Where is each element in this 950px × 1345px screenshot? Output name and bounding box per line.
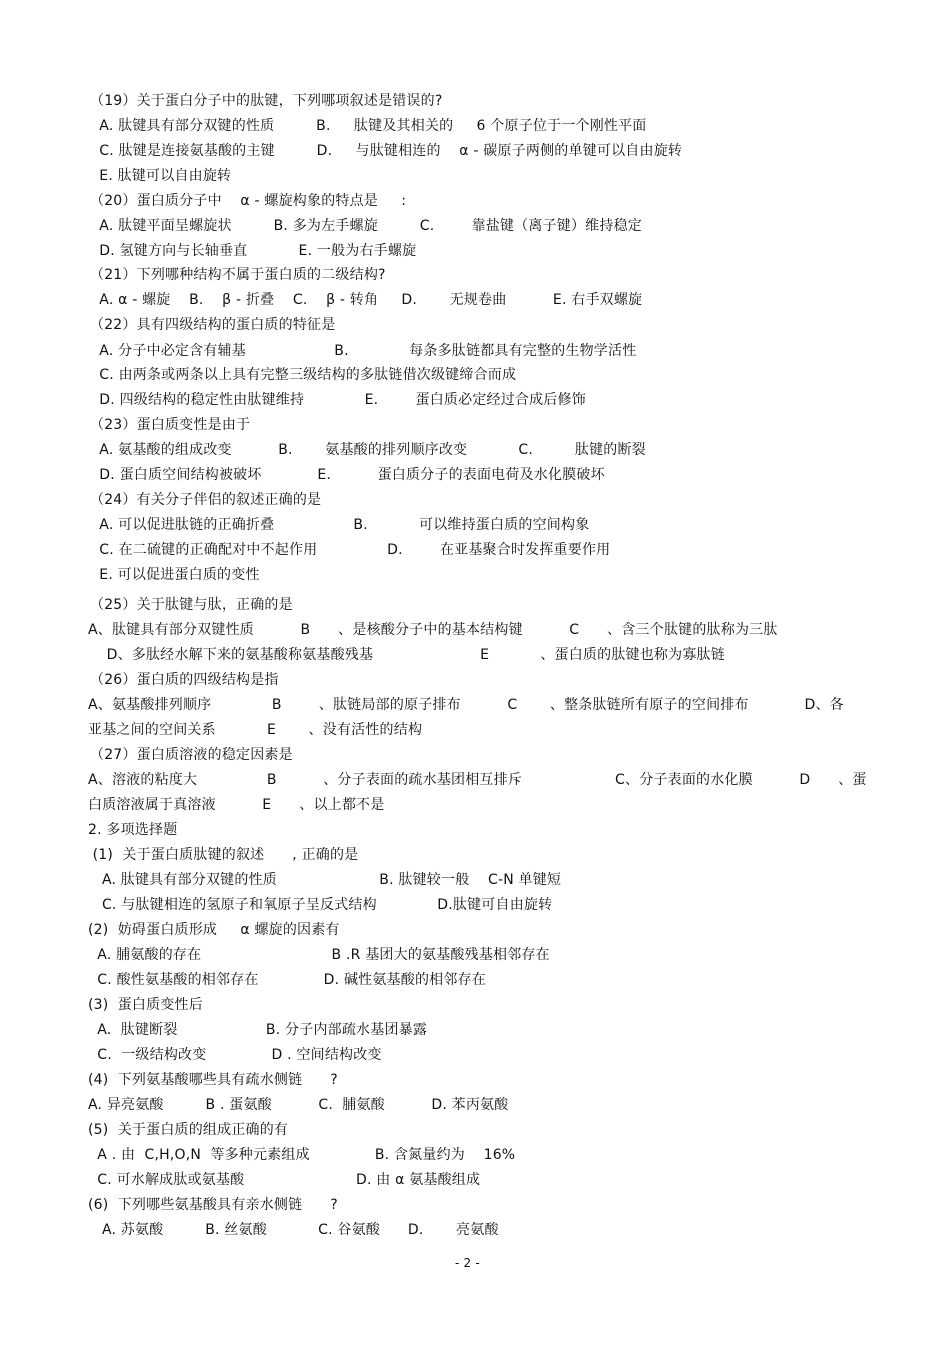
option-line: A. 肽键具有部分双键的性质 B. 肽键较一般 C-N 单键短 xyxy=(88,872,562,888)
option-line: A. 异亮氨酸 B . 蛋氨酸 C. 脯氨酸 D. 苯丙氨酸 xyxy=(88,1097,509,1113)
option-line: D、多肽经水解下来的氨基酸称氨基酸残基 E 、蛋白质的肽键也称为寡肽链 xyxy=(88,647,725,663)
option-line: 白质溶液属于真溶液 E 、以上都不是 xyxy=(88,797,385,813)
option-line: A、肽键具有部分双键性质 B 、是核酸分子中的基本结构键 C 、含三个肽键的肽称为三肽 xyxy=(88,622,778,638)
option-line: 亚基之间的空间关系 E 、没有活性的结构 xyxy=(88,722,423,738)
option-line: A. 脯氨酸的存在 B .R 基团大的氨基酸残基相邻存在 xyxy=(88,947,550,963)
option-line: E. 可以促进蛋白质的变性 xyxy=(90,567,260,583)
option-line: C. 在二硫键的正确配对中不起作用 D. 在亚基聚合时发挥重要作用 xyxy=(90,542,611,558)
section-heading: 2. 多项选择题 xyxy=(88,822,178,838)
option-line: A. 肽键断裂 B. 分子内部疏水基团暴露 xyxy=(88,1022,428,1038)
option-line: A . 由 C,H,O,N 等多种元素组成 B. 含氮量约为 16% xyxy=(88,1147,516,1163)
question-26: （26）蛋白质的四级结构是指 xyxy=(90,672,279,688)
question-19: （19）关于蛋白分子中的肽键，下列哪项叙述是错误的? xyxy=(90,93,443,109)
option-line: A. 氨基酸的组成改变 B. 氨基酸的排列顺序改变 C. 肽键的断裂 xyxy=(90,442,646,458)
question-20: （20）蛋白质分子中 α - 螺旋构象的特点是 : xyxy=(90,193,407,209)
option-line: E. 肽键可以自由旋转 xyxy=(90,168,232,184)
option-line: C. 肽键是连接氨基酸的主键 D. 与肽键相连的 α - 碳原子两侧的单键可以自由旋转 xyxy=(90,143,683,159)
question-21: （21）下列哪种结构不属于蛋白质的二级结构? xyxy=(90,267,386,283)
option-line: A. 可以促进肽链的正确折叠 B. 可以维持蛋白质的空间构象 xyxy=(90,517,590,533)
question-m5: (5) 关于蛋白质的组成正确的有 xyxy=(88,1122,289,1138)
question-24: （24）有关分子伴侣的叙述正确的是 xyxy=(90,492,322,508)
option-line: D. 四级结构的稳定性由肽键维持 E. 蛋白质必定经过合成后修饰 xyxy=(90,392,586,408)
option-line: A. α - 螺旋 B. β - 折叠 C. β - 转角 D. 无规卷曲 E. 右手双螺旋 xyxy=(90,292,643,308)
question-m6: (6) 下列哪些氨基酸具有亲水侧链 ? xyxy=(88,1197,338,1213)
question-23: （23）蛋白质变性是由于 xyxy=(90,417,251,433)
page-number: - 2 - xyxy=(455,1256,480,1270)
option-line: A. 苏氨酸 B. 丝氨酸 C. 谷氨酸 D. 亮氨酸 xyxy=(88,1222,499,1238)
option-line: C. 由两条或两条以上具有完整三级结构的多肽链借次级键缔合而成 xyxy=(90,367,517,383)
question-22: （22）具有四级结构的蛋白质的特征是 xyxy=(90,317,336,333)
question-m2: (2) 妨碍蛋白质形成 α 螺旋的因素有 xyxy=(88,922,340,938)
option-line: A、氨基酸排列顺序 B 、肽链局部的原子排布 C 、整条肽链所有原子的空间排布 D、各 xyxy=(88,697,844,713)
option-line: C. 一级结构改变 D . 空间结构改变 xyxy=(88,1047,382,1063)
option-line: A. 肽键平面呈螺旋状 B. 多为左手螺旋 C. 靠盐键（离子键）维持稳定 xyxy=(90,218,642,234)
option-line: A、溶液的粘度大 B 、分子表面的疏水基团相互排斥 C、分子表面的水化膜 D 、蛋 xyxy=(88,772,867,788)
option-line: A. 分子中必定含有辅基 B. 每条多肽链都具有完整的生物学活性 xyxy=(90,343,637,359)
option-line: D. 蛋白质空间结构被破坏 E. 蛋白质分子的表面电荷及水化膜破坏 xyxy=(90,467,605,483)
question-m3: (3) 蛋白质变性后 xyxy=(88,997,203,1013)
option-line: C. 与肽键相连的氢原子和氧原子呈反式结构 D.肽键可自由旋转 xyxy=(88,897,553,913)
question-27: （27）蛋白质溶液的稳定因素是 xyxy=(90,747,293,763)
option-line: C. 可水解成肽或氨基酸 D. 由 α 氨基酸组成 xyxy=(88,1172,481,1188)
option-line: A. 肽键具有部分双键的性质 B. 肽键及其相关的 6 个原子位于一个刚性平面 xyxy=(90,118,647,134)
option-line: C. 酸性氨基酸的相邻存在 D. 碱性氨基酸的相邻存在 xyxy=(88,972,486,988)
option-line: D. 氢键方向与长轴垂直 E. 一般为右手螺旋 xyxy=(90,243,417,259)
question-m1: (1) 关于蛋白质肽键的叙述 , 正确的是 xyxy=(88,847,359,863)
question-25: （25）关于肽键与肽，正确的是 xyxy=(90,597,293,613)
question-m4: (4) 下列氨基酸哪些具有疏水侧链 ? xyxy=(88,1072,338,1088)
